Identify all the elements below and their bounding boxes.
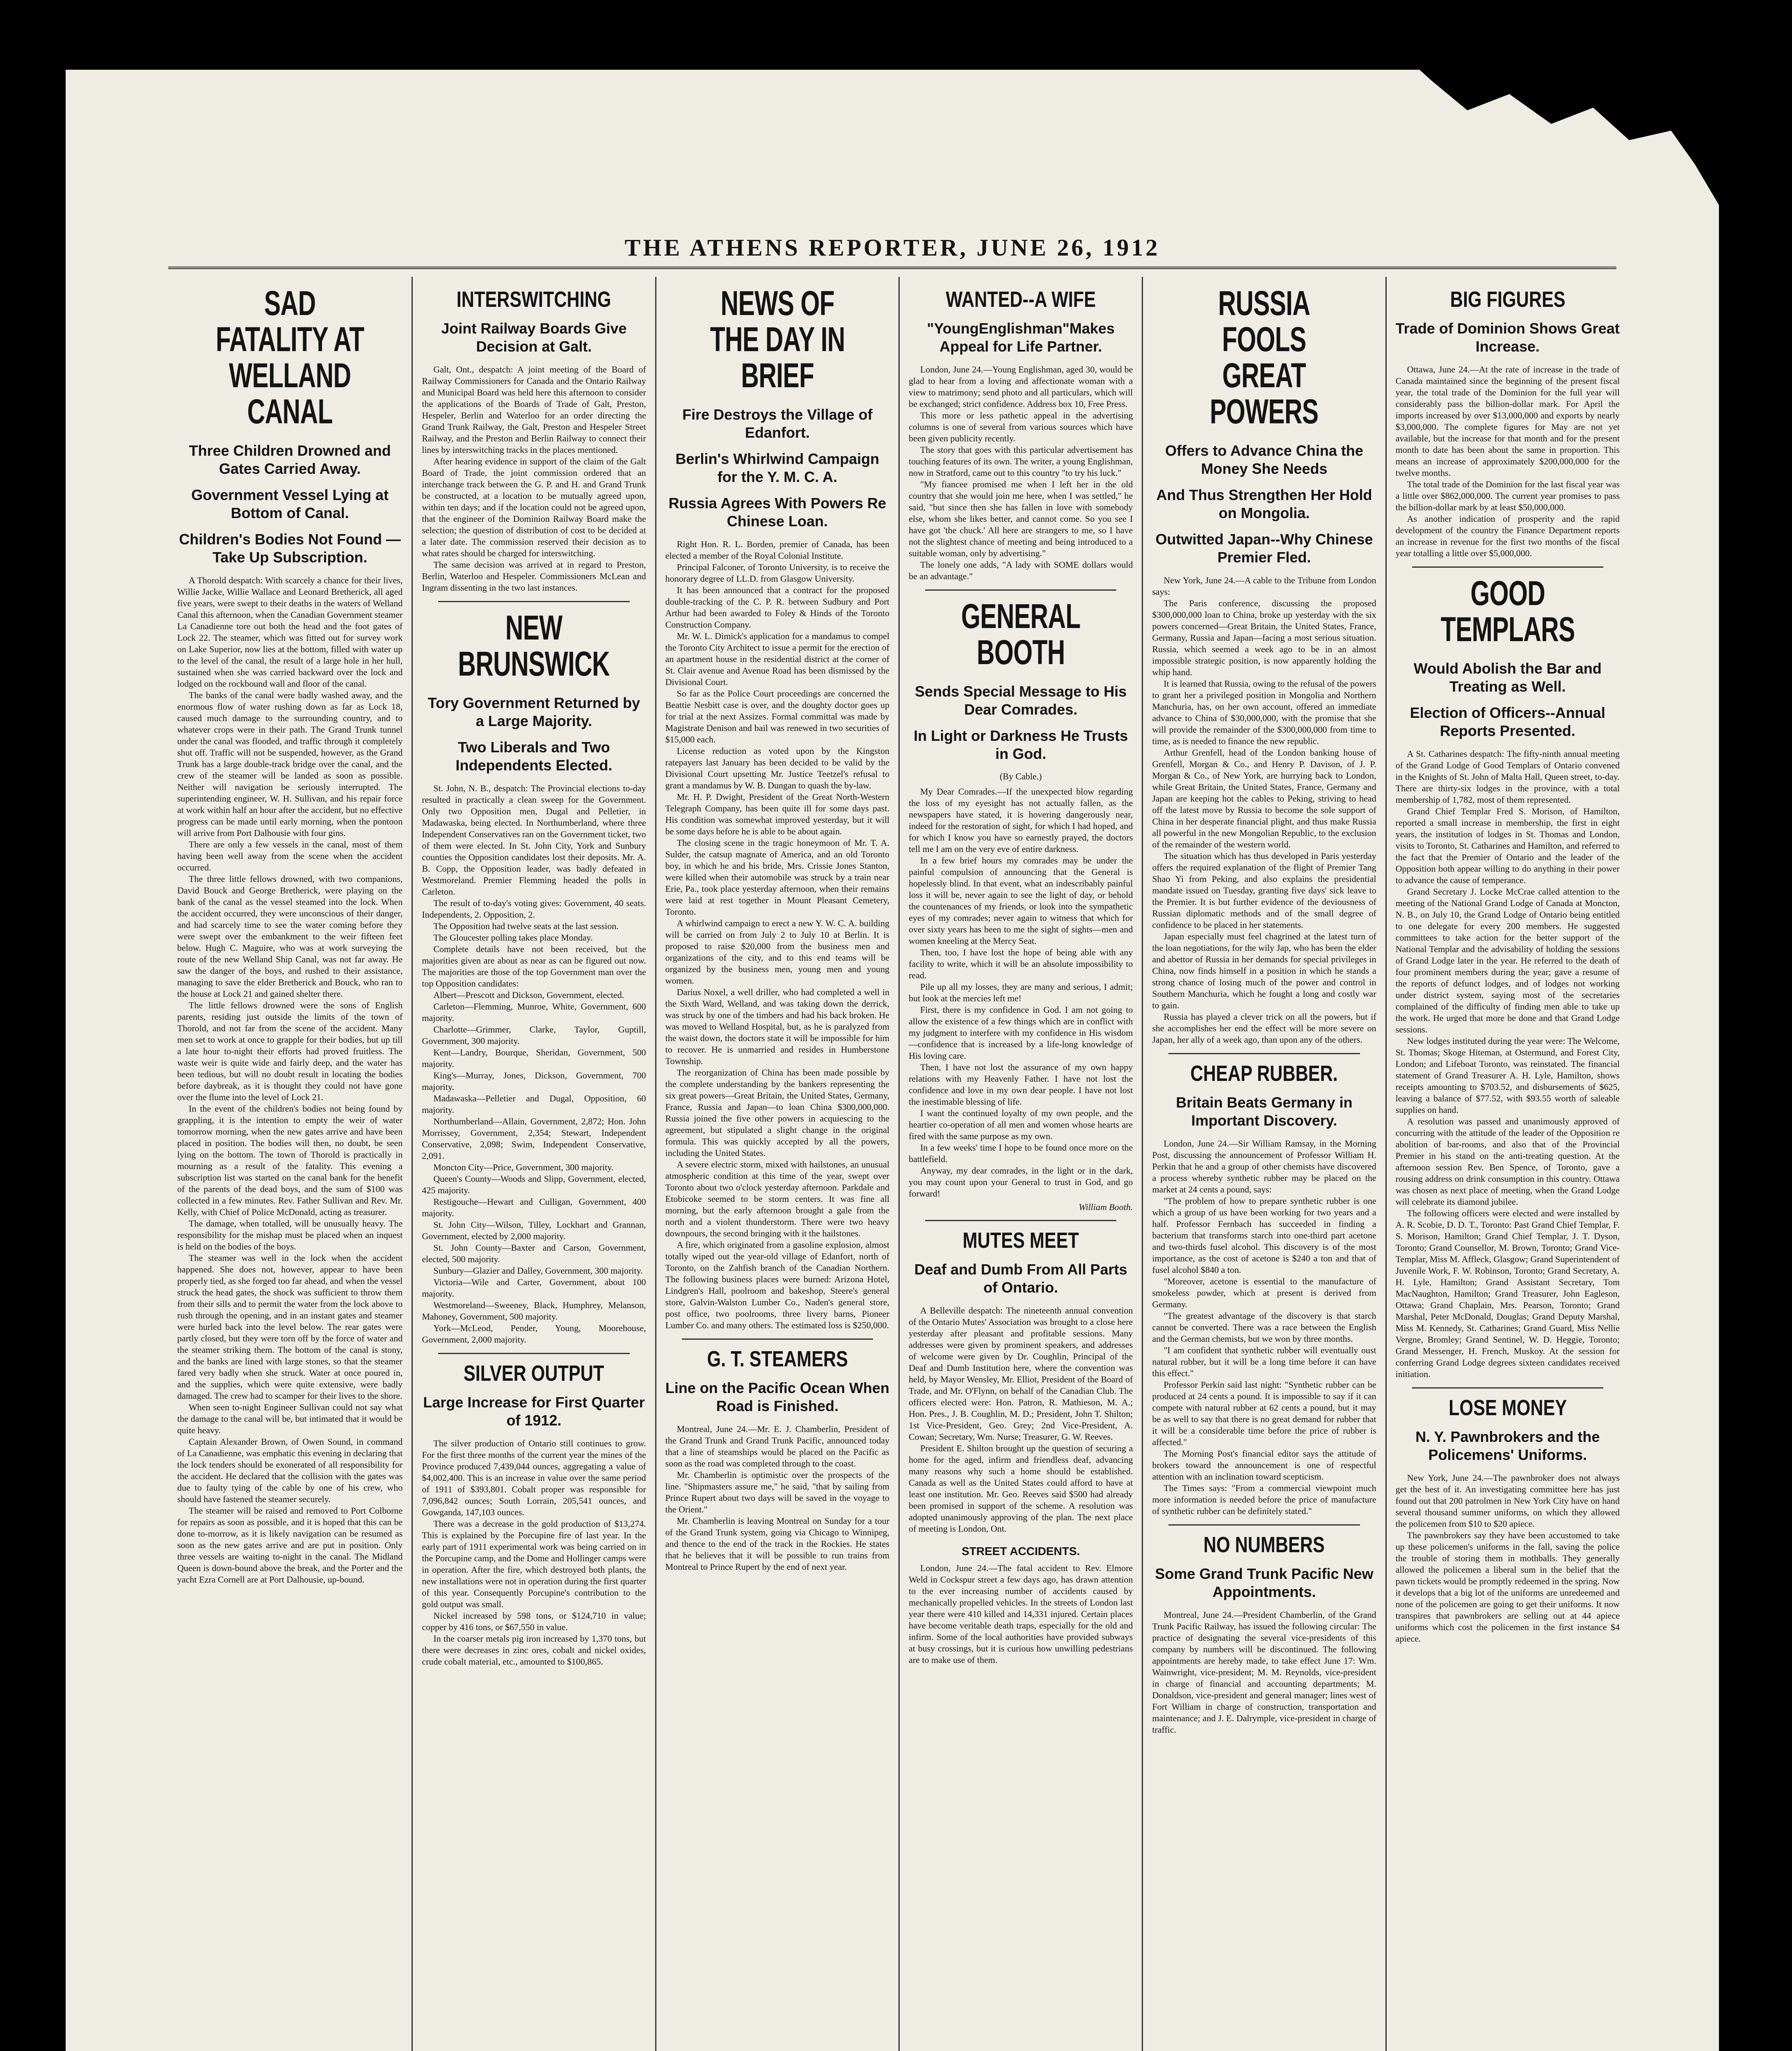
article-paragraph: Then, too, I have lost the hope of being able with any facility to write, which it will be an absolute impossibility to read. [908, 947, 1133, 980]
article-paragraph: The same decision was arrived at in regard to Preston, Berlin, Waterloo and Hespeler. Commissioners McLean and Ingram dissenting in the two last instances. [422, 560, 646, 593]
article-paragraph: Russia has played a clever trick on all the powers, but if she accomplishes her end the effect will be more severe on Japan, her ally of a week ago, than upon any of the others. [1152, 1012, 1376, 1045]
torn-corner [1419, 70, 1719, 205]
article-paragraph: Queen's County—Woods and Slipp, Government, elected, 425 majority. [422, 1174, 646, 1195]
subheadline: Joint Railway Boards Give Decision at Galt. [441, 320, 627, 355]
article-paragraph: The Times says: "From a commercial viewpoint much more information is needed before the price of manufacture of synthetic rubber can be definitely stated." [1152, 1483, 1376, 1516]
article-paragraph: The reorganization of China has been made possible by the complete understanding by the bankers representing the six great powers—Great Britain, the United States, Germany, France, Russia and Japan—to loan China $300,000,000. Russia joined the five other powers in acquiescing to the agreement, but stipulated a slight change in the original formula. This was quickly accepted by all the powers, including the United States. [665, 1067, 889, 1158]
subheadline: Would Abolish the Bar and Treating as Well. [1413, 660, 1602, 695]
headline: INTERSWITCHING [457, 287, 611, 312]
article-paragraph: Northumberland—Allain, Government, 2,872; Hon. John Morrissey, Government, 2,354; Stewart, Independent Conservative, 2,098; Swim, Independent Conservative, 2,091. [422, 1116, 646, 1161]
subheadline: Outwitted Japan--Why Chinese Premier Fled. [1155, 531, 1373, 566]
article-paragraph: After hearing evidence in support of the claim of the Galt Board of Trade, the joint commission ordered that an interchange track between the G. P. and H. and Grand Trunk be constructed, at a location to be mutually agreed upon, within ten days; and if the location could not be agreed upon, that the engineer of the Dominion Railway Board make the selection; the question of distribution of cost to be decided at a later date. The commission reserved their decision as to what rates should be charged for interswitching. [422, 456, 646, 558]
subheadline: Fire Destroys the Village of Edanfort. [682, 406, 873, 441]
article-paragraph: In a few brief hours my comrades may be under the painful compulsion of announcing that the General is hopelessly blind. In that event, what an indescribably painful loss it will be, never again to see the light of day, or behold the countenances of my friends, or look into the sympathetic eyes of my comrades; never again to witness that which for over sixty years has been to me the sight of sights—men and women kneeling at the Mercy Seat. [908, 855, 1133, 946]
article-paragraph: London, June 24.—Young Englishman, aged 30, would be glad to hear from a loving and affectionate woman with a view to matrimony; send photo and all particulars, which will be exchanged; strict confidence. Address box 10, Free Press. [908, 364, 1133, 409]
section-rule [1168, 1053, 1360, 1054]
article-paragraph: Victoria—Wile and Carter, Government, about 100 majority. [422, 1277, 646, 1299]
article-paragraph: Nickel increased by 598 tons, or $124,710 in value; copper by 416 tons, or $67,550 in value. [422, 1610, 646, 1632]
article-paragraph: St. John City—Wilson, Tilley, Lockhart and Grannan, Government, elected by 2,000 majority. [422, 1220, 646, 1241]
article-paragraph: Grand Chief Templar Fred S. Morison, of Hamilton, reported a small increase in membership, the first in eight years, the institution of lodges in St. Thomas and London, visits to Toronto, St. Catharines and Hamilton, and referred to the fact that the Premier of Ontario and the leader of the Opposition both appear willing to do anything in their power to advance the cause of temperance. [1395, 806, 1620, 885]
article-paragraph: The little fellows drowned were the sons of English parents, residing just outside the limits of the town of Thorold, and not far from the scene of the accident. Many men set to work at once to grapple for their bodies, but up till a late hour to-night their efforts had proved fruitless. The waste weir is quite wide and fairly deep, and the water has been tedious, but will no doubt result in locating the bodies before daybreak, as it is thought they could not have gone over the flume into the level of Lock 21. [177, 1000, 403, 1102]
subheadline: N. Y. Pawnbrokers and the Policemens' Uniforms. [1415, 1428, 1600, 1463]
article-paragraph: As another indication of prosperity and the rapid development of the country the Finance Department reports an increase in revenue for the first two months of the fiscal year totalling a little over $5,000,000. [1395, 514, 1620, 558]
article-paragraph: The Morning Post's financial editor says the attitude of brokers toward the announcement is one of respectful attention with an inclination toward scepticism. [1152, 1448, 1376, 1482]
subheadline: Children's Bodies Not Found —Take Up Subscription. [179, 531, 401, 566]
article-paragraph: There are only a few vessels in the canal, most of them having been well away from the scene when the accident occurred. [177, 839, 403, 872]
article-paragraph: A resolution was passed and unanimously approved of concurring with the attitude of the leader of the Opposition re abolition of bar-rooms, and also that of the Provincial Premier in his stand on the anti-treating question. At the afternoon session Rev. Ben Spence, of Toronto, gave a rousing address on drink consumption in this country. Ottawa was chosen as next place of meeting, when the Grand Lodge will celebrate its diamond jubilee. [1395, 1116, 1620, 1207]
article-paragraph: Carleton—Flemming, Munroe, White, Government, 600 majority. [422, 1001, 646, 1023]
section-rule [1412, 1387, 1603, 1389]
article-paragraph: Then, I have not lost the assurance of my own happy relations with my Heavenly Father. I have not lost the confidence and love in my own dear people. I have not lost the inestimable blessing of life. [908, 1062, 1133, 1107]
article-paragraph: The total trade of the Dominion for the last fiscal year was a little over $862,000,000. The current year promises to pass the billion-dollar mark by at least $50,000,000. [1395, 479, 1620, 512]
article-paragraph: Darius Noxel, a well driller, who had completed a well in the Sixth Ward, Welland, and was taking down the derrick, was struck by one of the timbers and had his back broken. He was moved to Welland Hospital, but, as he is paralyzed from the waist down, the doctors state it will be impossible for him to recover. He is unmarried and resides in Humberstone Township. [665, 987, 889, 1066]
subheadline: Three Children Drowned and Gates Carried Away. [189, 442, 391, 477]
article-paragraph: A St. Catharines despatch: The fifty-ninth annual meeting of the Grand Lodge of Good Templars of Ontario convened in the Knights of St. John of Malta Hall, Queen street, to-day. There are thirty-six lodges in the province, with a total membership of 1,782, most of them represented. [1395, 749, 1620, 805]
subheadline: In Light or Darkness He Trusts in God. [914, 727, 1128, 762]
article-paragraph: Montreal, June 24.—Mr. E. J. Chamberlin, President of the Grand Trunk and Grand Trunk Pacific, announced today that a line of steamships would be placed on the Pacific as soon as the road was completed through to the coast. [665, 1424, 889, 1469]
subheadline: Election of Officers--Annual Reports Presented. [1410, 704, 1605, 739]
article-paragraph: The closing scene in the tragic honeymoon of Mr. T. A. Sulder, the catsup magnate of America, and an old Toronto boy, in which he and his bride, Mrs. Crissie Jones Stanton, were killed when their automobile was struck by a train near Erie, Pa., took place yesterday afternoon, when their remains were laid at rest together in Mount Pleasant Cemetery, Toronto. [665, 838, 889, 917]
article-paragraph: Mr. H. P. Dwight, President of the Great North-Western Telegraph Company, has been quite ill for some days past. His condition was somewhat improved yesterday, but it will be some days before he is able to be about again. [665, 792, 889, 836]
section-rule [1168, 1524, 1360, 1526]
headline: CHEAP RUBBER. [1190, 1061, 1338, 1086]
article-paragraph: The following officers were elected and were installed by A. R. Scobie, D. D. T., Toronto: Past Grand Chief Templar, F. S. Morison, Hamilton; Grand Chief Templar, J. T. Dyson, Toronto; Grand Counsellor, M. Brown, Toronto; Grand Vice-Templar, Miss M. Affleck, Glasgow; Grand Superintendent of Juvenile Work, F. W. Robinson, Toronto; Grand Secretary, A. H. Lyle, Hamilton; Grand Assistant Secretary, Tom MacNaughton, Hamilton; Grand Treasurer, John Eagleson, Ottawa; Grand Chaplain, Mrs. Pearson, Toronto; Grand Marshal, Peter McDonald, Douglas; Grand Deputy Marshal, Miss M. Kennedy, St. Catharines; Grand Guard, Miss Nellie Vergne, Bromley; Grand Sentinel, W. D. Heggie, Toronto; Grand Messenger, H. French, Muskoy. At the session for conferring Grand Lodge degrees sixteen candidates received initiation. [1395, 1208, 1620, 1379]
columns-container [168, 277, 1629, 2051]
column-3 [655, 277, 898, 2051]
subheadline: Government Vessel Lying at Bottom of Canal. [191, 486, 389, 521]
article-paragraph: President E. Shilton brought up the question of securing a home for the aged, infirm and friendless deaf, advancing many reasons why such a home should be established. Canada as well as the United States could afford to have at least one institution. Mr. Geo. Reeves said $500 had already been promised in support of the scheme. A resolution was adopted unanimously approving of the plan. The next place of meeting is London, Ont. [908, 1443, 1133, 1534]
article-paragraph: A Thorold despatch: With scarcely a chance for their lives, Willie Jacke, Willie Wallace and Leonard Bretherick, all aged five years, were swept to their deaths in the waters of Welland Canal this afternoon, when the Canadian Government steamer La Canadienne tore out both the head and the foot gates of Lock 22. The steamer, which was fitted out for survey work on Lake Superior, now lies at the bottom, filled with water up to the level of the canal, the result of a large hole in her hull, sustained when she was carried backward over the lock and lodged on the rockbound wall and floor of the canal. [177, 575, 403, 689]
article-paragraph: King's—Murray, Jones, Dickson, Government, 700 majority. [422, 1070, 646, 1092]
article-paragraph: The steamer will be raised and removed to Port Colborne for repairs as soon as possible, and it is hoped that this can be done to-morrow, as it is likely navigation can be resumed as soon as the new gates arrive and are put in position. Only three vessels are waiting to-night in the canal. The Midland Queen is down-bound above the break, and the Porter and the yacht Ezra Cornell are at Port Dalhousie, up-bound. [177, 1505, 403, 1585]
subheadline: Sends Special Message to His Dear Comrades. [915, 683, 1127, 718]
headline: SILVER OUTPUT [464, 1361, 604, 1386]
article-paragraph: London, June 24.—The fatal accident to Rev. Elmore Weld in Cockspur street a few days ago, has drawn attention to the ever increasing number of accidents caused by mechanically propelled vehicles. In the streets of London last year there were 410 killed and 14,331 injured. Certain places have become veritable death traps, especially for the old and infirm. Some of the local authorities have provided subways at busy crossings, but it is curious how unwilling pedestrians are to make use of them. [908, 1563, 1133, 1665]
subheadline: Tory Government Returned by a Large Majority. [427, 694, 640, 729]
headline: WANTED--A WIFE [946, 287, 1096, 312]
article-paragraph: In the event of the children's bodies not being found by grappling, it is the intention to empty the weir of water tomorrow morning, when the new gates arrive and have been placed in position. The bodies will then, no doubt, be seen lying on the bottom. The town of Thorold is practically in mourning as a result of the fatality. This evening a subscription list was started on the canal bank for the benefit of the parents of the dead boys, and the sum of $100 was collected in a few minutes. Rev. Father Sullivan and Rev. Mr. Kelly, with Chief of Police McDonald, acting as treasurer. [177, 1103, 403, 1217]
headline: G. T. STEAMERS [707, 1347, 848, 1371]
section-rule [1412, 566, 1603, 568]
article-paragraph: In a few weeks' time I hope to be found once more on the battlefield. [908, 1142, 1133, 1164]
column-5 [1142, 277, 1385, 2051]
section-rule [925, 589, 1116, 591]
subheadline: Russia Agrees With Powers Re Chinese Loan. [668, 495, 887, 530]
article-paragraph: The three little fellows drowned, with two companions, David Bouck and George Bretherick, were playing on the bank of the canal as the vessel steamed into the lock. When the accident occurred, they were unconscious of their danger, and had scarcely time to see the water coming before they were swept over the embankment to the weir fifteen feet below. Hugh C. Maguire, who was at work surveying the route of the new Welland Ship Canal, was not far away. He saw the danger of the boys, and rushed to their assistance, managing to save the elder Bretherick and Bouck, who ran to the house at Lock 21 and gained shelter there. [177, 874, 403, 999]
headline: BIG FIGURES [1450, 287, 1566, 312]
article-paragraph: When seen to-night Engineer Sullivan could not say what the damage to the canal will be, but intimated that it would be quite heavy. [177, 1402, 403, 1435]
section-rule [925, 1220, 1116, 1221]
article-paragraph: Albert—Prescott and Dickson, Government, elected. [433, 990, 624, 1000]
article-paragraph: A Belleville despatch: The nineteenth annual convention of the Ontario Mutes' Association was brought to a close here yesterday after pleasant and profitable sessions. Many addresses were given by prominent speakers, and addresses of welcome were given by Dr. Coughlin, Principal of the Deaf and Dumb Institution here, where the convention was held, by Mayor Wensley, Mr. Elliot, President of the Board of Trade, and Mr. O'Flynn, on behalf of the Canadian Club. The officers elected were: Hon. Patron, R. Mathieson, M. A.; Hon. Pres., J. B. Coughlin, M. D.; President, John T. Shilton; 1st Vice-President, Geo. Grey; 2nd Vice-President, A. Cowan; Secretary, Wm. Nurse; Treasurer, G. W. Reeves. [908, 1305, 1133, 1442]
article-paragraph: Galt, Ont., despatch: A joint meeting of the Board of Railway Commissioners for Canada and the Ontario Railway and Municipal Board was held here this afternoon to consider the applications of the Boards of Trade of Galt, Preston, Hespeler, Berlin and Waterloo for an order directing the Grand Trunk Railway, the Galt, Preston and Hespeler Street Railway, and the Preston and Berlin Railway to connect their lines by interswitching tracks in the places mentioned. [422, 364, 646, 455]
subheadline: Line on the Pacific Ocean When Road is Finished. [665, 1380, 889, 1414]
article-paragraph: York—McLeod, Pender, Young, Moorehouse, Government, 2,000 majority. [422, 1323, 646, 1345]
subheadline: "YoungEnglishman"Makes Appeal for Life Partner. [927, 320, 1115, 355]
article-paragraph: The Paris conference, discussing the proposed $300,000,000 loan to China, broke up yesterday with the six powers concerned—Great Britain, the United States, France, Germany, Russia and Japan—facing a most serious situation. Russia, which seemed a week ago to be in an almost impossible strategic position, is now apparently holding the whip hand. [1152, 598, 1376, 677]
article-paragraph: In the coarser metals pig iron increased by 1,370 tons, but there were decreases in zinc ores, cobalt and nickel oxides, crude cobalt material, etc., amounted to $100,865. [422, 1633, 646, 1667]
article-paragraph: Sunbury—Glazier and Dalley, Government, 300 majority. [433, 1265, 643, 1276]
article-paragraph: Professor Perkin said last night: "Synthetic rubber can be produced at 24 cents a pound. It is impossible to say if it can compete with natural rubber at 62 cents a pound, but it may be as well to say that there is no great demand for rubber that it will be a considerable time before the price of rubber is affected." [1152, 1380, 1376, 1447]
article-paragraph: Kent—Landry, Bourque, Sheridan, Government, 500 majority. [422, 1047, 646, 1069]
newspaper-page [66, 70, 1719, 2051]
byline: William Booth. [1079, 1202, 1133, 1212]
article-paragraph: "Moreover, acetone is essential to the manufacture of smokeless powder, which at present is derived from Germany. [1152, 1276, 1376, 1309]
article-paragraph: So far as the Police Court proceedings are concerned the Beattie Nesbitt case is over, and the doughty doctor goes up for trial at the next Assizes. Formal committal was made by Magistrate Denison and bail was renewed in two securities of $15,000 each. [665, 688, 889, 745]
article-paragraph: It is learned that Russia, owing to the refusal of the powers to grant her a privileged position in Mongolia and Northern Manchuria, has, on her own account, offered an immediate advance to China of $30,000,000, with the promise that she will provide the remainder of the $300,000,000 from time to time, as is needed to finance the new republic. [1152, 678, 1376, 746]
subheadline: Trade of Dominion Shows Great Increase. [1395, 320, 1620, 355]
subheadline: STREET ACCIDENTS. [962, 1545, 1080, 1558]
article-paragraph: "The greatest advantage of the discovery is that starch cannot be converted. There was a race between the English and the German chemists, but we won by three months. [1152, 1311, 1376, 1344]
article-paragraph: My Dear Comrades.—If the unexpected blow regarding the loss of my eyesight has not actually fallen, as the newspapers have stated, it is hovering dangerously near, indeed for the restoration of sight, for which I had hoped, and for which I know you have so earnestly prayed, the doctors tell me I am on the very eve of entire darkness. [908, 786, 1133, 854]
headline: GOOD TEMPLARS [1440, 574, 1575, 649]
article-paragraph: Anyway, my dear comrades, in the light or in the dark, you may count upon your General to trust in God, and go forward! [908, 1165, 1133, 1199]
subheadline: Some Grand Trunk Pacific New Appointments. [1155, 1565, 1374, 1600]
article-paragraph: St. John, N. B., despatch: The Provincial elections to-day resulted in practically a clean sweep for the Government. Only two Opposition men, Dugal and Pelletier, in Madawaska, being elected. In Northumberland, where three Independent Conservatives ran on the Government ticket, two of them were elected. In St. John City, York and Sunbury counties the Opposition candidates lost their deposits. Mr. A. B. Copp, the Opposition leader, was badly defeated in Westmoreland. Premier Flemming headed the polls in Carleton. [422, 783, 646, 897]
article-paragraph: A whirlwind campaign to erect a new Y. W. C. A. building will be carried on from July 2 to July 10 at Berlin. It is proposed to raise $20,000 from the business men and organizations of the city, and to this end teams will be organized by the business men, young men and young women. [665, 918, 889, 986]
article-paragraph: Principal Falconer, of Toronto University, is to receive the honorary degree of LL.D. from Glasgow University. [665, 562, 889, 584]
article-paragraph: A severe electric storm, mixed with hailstones, an unusual atmospheric condition at this time of the year, swept over Toronto about two o'clock yesterday afternoon. Parkdale and Etobicoke seemed to be storm centers. It was fine all morning, but the early afternoon brought a gale from the north and a violent thunderstorm. There were two heavy downpours, the second bringing with it the hailstones. [665, 1159, 889, 1238]
section-rule [438, 1353, 629, 1354]
headline: NEWS OF THE DAY IN BRIEF [710, 284, 845, 395]
masthead-rule [168, 267, 1616, 269]
article-paragraph: This more or less pathetic appeal in the advertising columns is one of several from various sources which have been given publicity recently. [908, 410, 1133, 443]
article-paragraph: London, June 24.—Sir William Ramsay, in the Morning Post, discussing the announcement of Professor William H. Perkin that he and a group of other chemists have discovered a process whereby synthetic rubber may be placed on the market at 24 cents a pound, says: [1152, 1138, 1376, 1195]
article-paragraph: The damage, when totalled, will be unusually heavy. The responsibility for the mishap must be placed when an inquest is held on the bodies of the boys. [177, 1218, 403, 1252]
article-paragraph: The banks of the canal were badly washed away, and the enormous flow of water rushing down as far as Lock 18, caused much damage to the surrounding country, and to whatever crops were in their path. The Grand Trunk tunnel under the canal was flooded, and traffic through it completely shut off. Traffic will not be suspended, however, as the Grand Trunk has a large double-track bridge over the canal, and the crew of the steamer will be landed as soon as possible. Neither will navigation be seriously interrupted. The superintending engineer, W. H. Sullivan, and his repair force at work within half an hour after the accident, but no effective progress can be made until early morning, when the pontoon will arrive from Port Dalhousie with four gins. [177, 690, 403, 838]
article-paragraph: The situation which has thus developed in Paris yesterday offers the required explanation of the flight of Premier Tang Shao Yi from Peking, and also explains the presidential mandate issued on Tuesday, granting five days' sick leave to the Premier. It is but further evidence of the deviousness of Russian diplomatic methods and of the small degree of confidence to be placed in her statements. [1152, 851, 1376, 930]
article-paragraph: The silver production of Ontario still continues to grow. For the first three months of the current year the mines of the Province produced 7,439,044 ounces, aggregating a value of $4,002,400. This is an increase in value over the same period of 1911 of $393,801. Cobalt proper was responsible for 7,096,842 ounces; South Lorrain, 205,541 ounces, and Gowganda, 147,103 ounces. [422, 1438, 646, 1517]
article-paragraph: It has been announced that a contract for the proposed double-tracking of the C. P. R. between Sudbury and Port Arthur had been awarded to Foley & Hinds of the Toronto Construction Company. [665, 585, 889, 630]
article-paragraph: Grand Secretary J. Locke McCrae called attention to the meeting of the National Grand Lodge of Canada at Moncton, N. B., on July 10, the Grand Lodge of Ontario being entitled to one delegate for every 200 members. He suggested committees to take action for the better support of the National Templar and the advisability of holding the sessions of Grand Lodge later in the year. He referred to the death of four prominent members during the year; gave a resume of the reports of defunct lodges, and of lodges not working under district system, saying most of the secretaries complained of the difficulty of finding men able to take up the work. He urged that more be done and that Grand Lodge sessions. [1395, 886, 1620, 1035]
article-paragraph: Madawaska—Pelletier and Dugal, Opposition, 60 majority. [422, 1093, 646, 1115]
article-paragraph: There was a decrease in the gold production of $13,274. This is explained by the Porcupine fire of last year. In the early part of 1911 experimental work was being carried on in the Porcupine camp, and the Dome and Hollinger camps were in operation. After the fire, which destroyed both plants, the new installations were not in operation during the first quarter of this year. Consequently Porcupine's contribution to the gold output was small. [422, 1519, 646, 1609]
headline: NEW BRUNSWICK [458, 608, 610, 683]
headline: NO NUMBERS [1203, 1533, 1325, 1557]
article-paragraph: Captain Alexander Brown, of Owen Sound, in command of La Canadienne, was emphatic this evening in declaring that the lock tenders should be exonerated of all responsibility for the accident. He declared that the collision with the gates was due to faulty tying of the cable by one of his crew, who should have fastened the steamer securely. [177, 1437, 403, 1504]
subheadline: Two Liberals and Two Independents Elected. [455, 739, 613, 774]
section-rule [682, 1338, 873, 1340]
article-paragraph: Ottawa, June 24.—At the rate of increase in the trade of Canada maintained since the beginning of the present fiscal year, the total trade of the Dominion for the full year will considerably pass the billion-dollar mark. For April the imports increased by over $13,000,000 and exports by nearly $3,000,000. The complete figures for May are not yet available, but the increase for that month and for the present month to date has been about the same in proportion. This means an increase of approximately $200,000,000 for the twelve months. [1395, 364, 1620, 478]
article-paragraph: Restigouche—Hewart and Culligan, Government, 400 majority. [422, 1197, 646, 1218]
article-paragraph: The steamer was well in the lock when the accident happened. She does not, however, appear to have been properly tied, as she forged too far ahead, and when the vessel struck the head gates, the shock was sufficient to throw them from their sills and to permit the water from the lock above to rush through the opening, and in an instant gates and steamer were hurled back into the level below. The rear gates were partly closed, but they were torn off by the force of water and the steamer striking them. The bottom of the canal is stony, and the banks are lined with large stones, so that the steamer fared very badly when she struck. Water at once poured in, and the supplies, which were quite extensive, were badly damaged. The crew had to scamper for their lives to the shore. [177, 1253, 403, 1401]
article-paragraph: The Gloucester polling takes place Monday. [433, 932, 593, 943]
article-paragraph: New lodges instituted during the year were: The Welcome, St. Thomas; Skoge Hiteman, at Ostermund, and Forest City, London; and Lifeboat Toronto, was reinstated. The financial statement of Grand Treasurer A. H. Lyle, Hamilton, shows receipts amounting to $703.52, and disbursements of $625, leaving a balance of $77.52, with $93.55 worth of saleable supplies on hand. [1395, 1036, 1620, 1115]
subheadline: Berlin's Whirlwind Campaign for the Y. M. C. A. [675, 450, 880, 485]
subheadline: Britain Beats Germany in Important Discovery. [1176, 1094, 1353, 1129]
article-paragraph: I want the continued loyalty of my own people, and the heartier co-operation of all men and women whose hearts are fired with the same purpose as my own. [908, 1108, 1133, 1141]
article-paragraph: License reduction as voted upon by the Kingston ratepayers last January has been decided to be valid by the Divisional Court upsetting Mr. Justice Teetzel's refusal to grant a mandamus by W. B. Dungan to quash the by-law. [665, 746, 889, 790]
article-paragraph: The story that goes with this particular advertisement has touching features of its own. The writer, a young Englishman, now in Stratford, came out to this country "to try his luck." [908, 445, 1133, 478]
subheadline: Deaf and Dumb From All Parts of Ontario. [914, 1261, 1127, 1296]
article-paragraph: Japan especially must feel chagrined at the latest turn of the loan negotiations, for the wily Jap, who has been the elder and abettor of Russia in her demands for special privileges in China, now finds himself in a position in which he stands a strong chance of losing much of the power and control in Southern Manchuria, which he fought a long and costly war to gain. [1152, 931, 1376, 1010]
article-paragraph: First, there is my confidence in God. I am not going to allow the existence of a few things which are in conflict with my judgment to interfere with my confidence in His wisdom—confidence that is increased by a life-long knowledge of His loving care. [908, 1005, 1133, 1061]
section-rule [438, 601, 629, 602]
article-paragraph: The Opposition had twelve seats at the last session. [433, 921, 619, 931]
dateline: (By Cable.) [999, 771, 1042, 781]
article-paragraph: New York, June 24.—A cable to the Tribune from London says: [1152, 575, 1376, 597]
column-4 [898, 277, 1142, 2051]
article-paragraph: Complete details have not been received, but the majorities given are about as near as can be figured out now. The majorities are those of the top Government man over the top Opposition candidates: [422, 944, 646, 989]
column-1 [168, 277, 411, 2051]
article-paragraph: The pawnbrokers say they have been accustomed to take up these policemen's uniforms in the fall, saving the police the trouble of storing them in mothballs. They generally allowed the policemen a liberal sum in the belief that the pawn tickets would be promptly redeemed in the spring. Now it develops that a big lot of the uniforms are unredeemed and none of the policemen are going to get their uniforms. It now transpires that pawnbrokers are selling out at 44 apiece uniforms which cost the policemen in the first instance $4 apiece. [1395, 1530, 1620, 1644]
article-paragraph: Montreal, June 24.—President Chamberlin, of the Grand Trunk Pacific Railway, has issued the following circular: The practice of designating the several vice-presidents of this company by numbers will be discontinued. The following appointments are hereby made, to take effect June 17: Wm. Wainwright, vice-president; M. M. Reynolds, vice-president in charge of financial and accounting departments; M. Donaldson, vice-president and general manager; lines west of Fort William in charge of construction, transportation and maintenance; and J. E. Dalrymple, vice-president in charge of traffic. [1152, 1610, 1376, 1735]
article-paragraph: A fire, which originated from a gasoline explosion, almost totally wiped out the year-old village of Edanfort, north of Toronto, on the Zahfish branch of the Canadian Northern. The following business places were burned: Arizona Hotel, Lindgren's Hall, poolroom and bakeshop, Steere's general store, Galvin-Walston Lumber Co., Naden's general store, post office, two poolrooms, three livery barns, Pioneer Lumber Co. and many others. The estimated loss is $250,000. [665, 1240, 889, 1330]
article-paragraph: The lonely one adds, "A lady with SOME dollars would be an advantage." [908, 560, 1133, 581]
article-paragraph: Pile up all my losses, they are many and serious, I admit; but look at the mercies left me! [908, 982, 1133, 1003]
subheadline: Large Increase for First Quarter of 1912. [423, 1394, 645, 1429]
article-paragraph: New York, June 24.—The pawnbroker does not always get the best of it. An investigating committee here has just found out that 200 patrolmen in New York City have on hand several thousand summer uniforms, on which they allowed the policemen from $10 to $20 apiece. [1395, 1473, 1620, 1529]
article-paragraph: The result of to-day's voting gives: Government, 40 seats. Independents, 2. Opposition, 2. [422, 898, 646, 920]
article-paragraph: "The problem of how to prepare synthetic rubber is one which a group of us have been working for two years and a half. Professor Fernbach has succeeded in finding a bacterium that transforms starch into one-third part acetone and two-thirds fusel alcohol. This discovery is of the most importance, as the cost of acetone is $240 a ton and that of fusel alcohol $840 a ton. [1152, 1196, 1376, 1275]
article-paragraph: Moncton City—Price, Government, 300 majority. [433, 1162, 614, 1172]
column-6 [1385, 277, 1629, 2051]
article-paragraph: Mr. W. L. Dimick's application for a mandamus to compel the Toronto City Architect to issue a permit for the erection of an apartment house in the residential district at the corner of St. Clair avenue and Avenue Road has been dismissed by the Divisional Court. [665, 631, 889, 687]
headline: GENERAL BOOTH [961, 597, 1081, 671]
article-paragraph: "I am confident that synthetic rubber will eventually oust natural rubber, but it will be a long time before it can have this effect." [1152, 1345, 1376, 1378]
headline: RUSSIA FOOLS GREAT POWERS [1210, 284, 1319, 431]
article-paragraph: Mr. Chamberlin is leaving Montreal on Sunday for a tour of the Grand Trunk system, going via Chicago to Winnipeg, and thence to the end of the track in the Rockies. He states that he believes that it will be possible to run trains from Montreal to Prince Rupert by the end of next year. [665, 1516, 889, 1572]
article-paragraph: Charlotte—Grimmer, Clarke, Taylor, Guptill, Government, 300 majority. [422, 1024, 646, 1046]
headline: SAD FATALITY AT WELLAND CANAL [215, 284, 364, 431]
article-paragraph: Right Hon. R. L. Borden, premier of Canada, has been elected a member of the Royal Colonial Institute. [665, 539, 889, 561]
article-paragraph: Mr. Chamberlin is optimistic over the prospects of the line. "Shipmasters assure me," he said, "that by sailing from Prince Rupert about two days will be saved in the voyage to the Orient." [665, 1470, 889, 1514]
subheadline: And Thus Strengthen Her Hold on Mongolia. [1156, 486, 1372, 521]
subheadline: Offers to Advance China the Money She Needs [1165, 442, 1363, 477]
article-paragraph: "My fiancee promised me when I left her in the old country that she would join me here, when I was settled," he said, "but since then she has fallen in love with somebody else, whom she likes better, and cannot come. So you see I have got 'the chuck.' All here are strangers to me, so I have not the slightest chance of meeting and being introduced to a suitable woman, only by advertising." [908, 479, 1133, 558]
headline: MUTES MEET [962, 1228, 1079, 1253]
column-2 [411, 277, 655, 2051]
masthead: THE ATHENS REPORTER, JUNE 26, 1912 [624, 234, 1160, 261]
article-paragraph: Arthur Grenfell, head of the London banking house of Grenfell, Morgan & Co., and Henry P. Davison, of J. P. Morgan & Co., of New York, are hurrying back to London, while Great Britain, the United States, France, Germany and Japan are keeping hot the cables to Peking, striving to head off the latest move by Russia to become the sole support of China in her desperate financial plight, and thus make Russia all powerful in the new Mongolian Republic, to the exclusion of the remainder of the western world. [1152, 747, 1376, 850]
article-paragraph: St. John County—Baxter and Carson, Government, elected, 500 majority. [422, 1242, 646, 1264]
headline: LOSE MONEY [1448, 1396, 1567, 1420]
article-paragraph: Westmoreland—Sweeney, Black, Humphrey, Melanson, Mahoney, Government, 500 majority. [422, 1300, 646, 1322]
